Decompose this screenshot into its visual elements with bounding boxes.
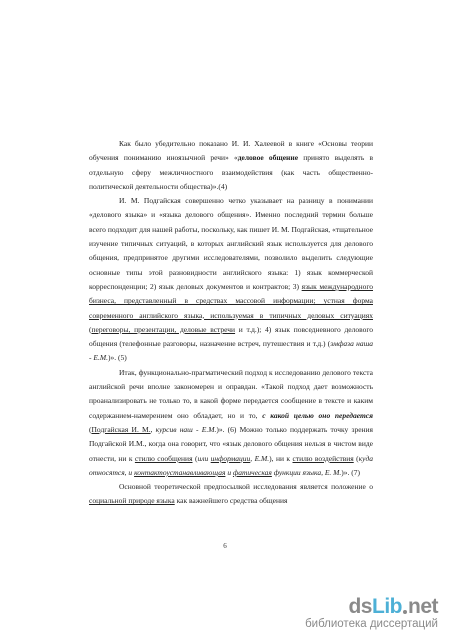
- text-run: )». (7): [341, 467, 361, 477]
- text-run: )». (5): [107, 353, 127, 363]
- text-run: деловое общение: [237, 153, 299, 163]
- body-text: [89, 137, 373, 509]
- paragraph: [89, 194, 373, 366]
- text-run: (: [89, 424, 92, 434]
- paragraph: [89, 366, 373, 480]
- text-run: и: [225, 467, 233, 477]
- watermark-logo: [305, 596, 438, 631]
- watermark-logo-text: dsLib net: [348, 595, 438, 618]
- text-run: стилю воздействия: [292, 453, 354, 463]
- text-run: или: [197, 453, 211, 463]
- text-run: и т.д.); 4) язык повседневного делового общения (телефонные разговоры, назначение встреч, путешествия и т.д.) (: [89, 324, 373, 349]
- text-run: , Е.М.: [250, 453, 270, 463]
- text-run: ), ни к: [269, 453, 293, 463]
- paragraph: [89, 137, 373, 194]
- text-run: информации: [210, 453, 251, 463]
- dot-icon: [403, 610, 407, 614]
- text-run: (: [353, 453, 359, 463]
- text-run: курсив наш - Е.М.: [155, 424, 217, 434]
- text-run: функции языка, Е. М.: [271, 467, 342, 477]
- watermark-wordmark: [348, 596, 438, 617]
- text-run: куда относятся, и: [89, 453, 374, 477]
- text-run: стилю сообщения: [134, 453, 193, 463]
- text-run: (: [89, 324, 92, 334]
- text-run: фатическая: [232, 467, 272, 477]
- text-run: Как было убедительно показано И. И. Халеевой в книге «Основы теории обучения пониманию иноязычной речи» «: [89, 139, 373, 163]
- text-run: Подгайская И. М.: [91, 424, 151, 434]
- text-run: принято выделять в отдельную сферу межличностного взаимодействия (как часть общественно-политической деятельности общества)».(4): [89, 153, 374, 191]
- text-run: эмфаза наша - Е.М.: [89, 339, 373, 363]
- page-number: 6: [223, 542, 227, 550]
- text-run: как важнейшего средства общения: [174, 496, 288, 506]
- text-run: ,: [150, 424, 156, 434]
- text-run: контактоустанавливающая: [134, 467, 226, 477]
- text-run: И. М. Подгайская совершенно четко указывает на разницу в понимании «делового языка» и «языка делового общения». Именно последний термин больше всего подходит для нашей работы, поскольку, как пишет И. М. Подгайская, «тщательное изучение типичных ситуаций, в которых английский язык используется для делового общения, предпринятое другими исследователями, позволило выделить следующие основные типы этой разновидности английского языка: 1) язык коммерческой корреспонденции; 2) язык деловых документов и контрактов; 3): [89, 196, 373, 291]
- text-run: с какой целью оно передается: [262, 410, 374, 420]
- text-run: )». (6) Можно только поддержать точку зрения Подгайской И.М., когда она говорит, что «язык делового общения нельзя в чистом виде отнести, ни к: [89, 424, 374, 463]
- text-run: Основной теоретической предпосылкой исследования является положение о: [119, 482, 373, 492]
- text-run: переговоры, презентации, деловые встречи: [91, 324, 236, 334]
- text-run: социальной природе языка: [89, 496, 175, 506]
- watermark-subtitle: библиотека диссертаций: [305, 618, 438, 630]
- text-run: Итак, функционально-прагматический подход к исследованию делового текста английской речи вполне закономерен и оправдан. «Такой подход дает возможность проанализировать не только то, в какой форме передается сообщение в тексте и каким содержанием-намерением оно обладает, но и то,: [89, 367, 373, 420]
- paragraph: [89, 480, 373, 509]
- text-run: язык международного бизнеса, представленный в средствах массовой информации; устная форма современного английского языка, используемая в типичных деловых ситуациях: [89, 281, 373, 320]
- text-run: (: [192, 453, 198, 463]
